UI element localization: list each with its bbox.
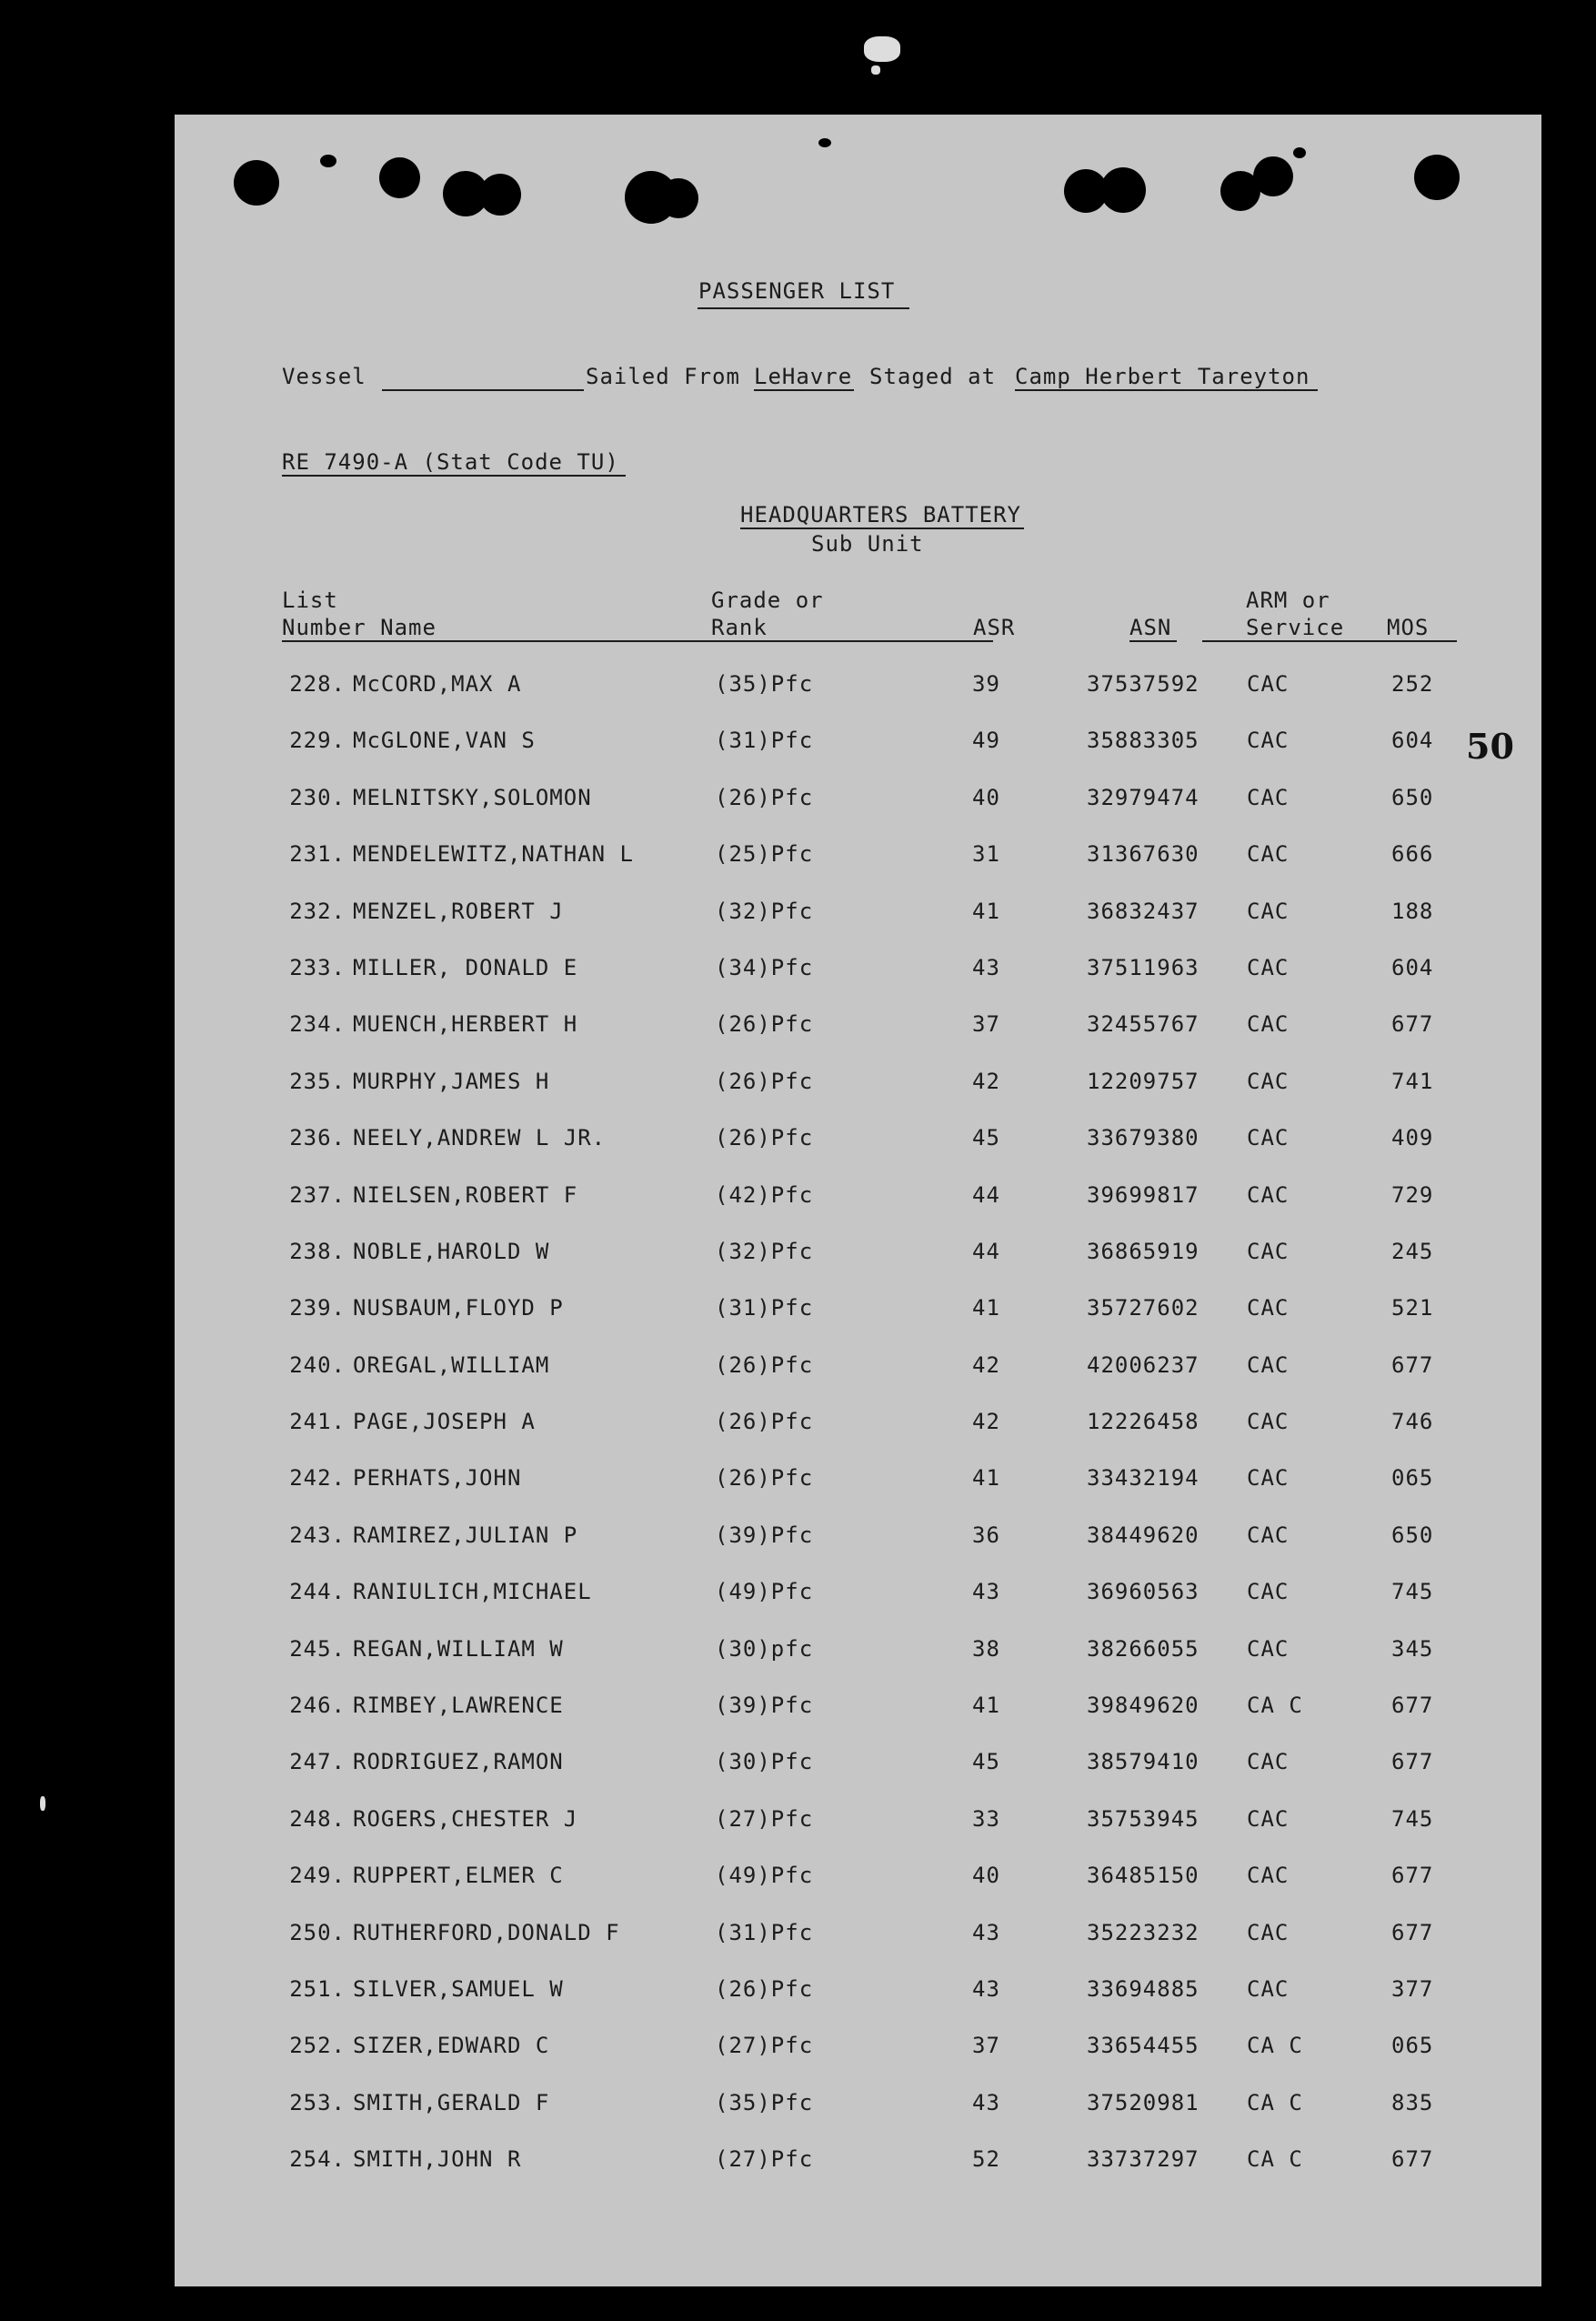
sailed-from-label: Sailed From — [586, 364, 740, 389]
punch-hole — [1293, 147, 1306, 158]
cell-name: RODRIGUEZ,RAMON — [353, 1749, 564, 1775]
cell-arm: CAC — [1247, 841, 1290, 868]
cell-asn: 38266055 — [1087, 1635, 1200, 1662]
cell-name: MUENCH,HERBERT H — [353, 1011, 578, 1038]
cell-grade: (31)Pfc — [715, 1919, 814, 1945]
cell-mos: 409 — [1391, 1125, 1434, 1151]
cell-num: 241. — [289, 1409, 346, 1435]
cell-grade: (26)Pfc — [715, 784, 814, 810]
cell-num: 254. — [289, 2146, 346, 2173]
cell-num: 235. — [289, 1068, 346, 1094]
cell-asn: 35883305 — [1087, 728, 1200, 754]
cell-asn: 36485150 — [1087, 1863, 1200, 1889]
cell-name: MELNITSKY,SOLOMON — [353, 784, 592, 810]
cell-asr: 41 — [972, 1465, 1000, 1492]
table-row — [175, 1579, 1541, 1635]
cell-arm: CAC — [1247, 1749, 1290, 1775]
cell-num: 252. — [289, 2033, 346, 2059]
sub-unit-label: Sub Unit — [811, 531, 924, 557]
cell-grade: (27)Pfc — [715, 1805, 814, 1832]
table-row — [175, 2090, 1541, 2146]
cell-num: 249. — [289, 1863, 346, 1889]
cell-grade: (26)Pfc — [715, 1351, 814, 1378]
cell-name: RANIULICH,MICHAEL — [353, 1579, 592, 1605]
cell-grade: (35)Pfc — [715, 671, 814, 697]
cell-arm: CAC — [1247, 1635, 1290, 1662]
vessel-blank-line — [382, 389, 584, 391]
table-row — [175, 1693, 1541, 1749]
cell-mos: 677 — [1391, 1693, 1434, 1719]
cell-mos: 345 — [1391, 1635, 1434, 1662]
cell-num: 233. — [289, 954, 346, 980]
cell-asn: 35727602 — [1087, 1295, 1200, 1321]
cell-grade: (26)Pfc — [715, 1125, 814, 1151]
cell-asn: 39849620 — [1087, 1693, 1200, 1719]
cell-mos: 188 — [1391, 898, 1434, 924]
table-row — [175, 1182, 1541, 1239]
cell-num: 243. — [289, 1522, 346, 1548]
cell-asr: 42 — [972, 1351, 1000, 1378]
cell-asr: 43 — [972, 1579, 1000, 1605]
cell-arm: CA C — [1247, 2146, 1303, 2173]
cell-num: 237. — [289, 1181, 346, 1208]
punch-hole — [479, 174, 521, 216]
cell-arm: CAC — [1247, 784, 1290, 810]
staged-at-label: Staged at — [869, 364, 997, 389]
cell-asr: 41 — [972, 1693, 1000, 1719]
cell-mos: 650 — [1391, 1522, 1434, 1548]
cell-mos: 677 — [1391, 1863, 1434, 1889]
table-row — [175, 2146, 1541, 2203]
cell-arm: CAC — [1247, 1125, 1290, 1151]
punch-hole — [320, 155, 336, 167]
cell-arm: CAC — [1247, 1295, 1290, 1321]
cell-mos: 604 — [1391, 954, 1434, 980]
cell-grade: (26)Pfc — [715, 1068, 814, 1094]
table-row — [175, 1239, 1541, 1295]
title-underline — [698, 307, 909, 309]
document-page — [175, 115, 1541, 2286]
cell-mos: 677 — [1391, 2146, 1434, 2173]
cell-num: 242. — [289, 1465, 346, 1492]
table-row — [175, 1409, 1541, 1465]
cell-num: 229. — [289, 728, 346, 754]
cell-mos: 650 — [1391, 784, 1434, 810]
cell-num: 250. — [289, 1919, 346, 1945]
cell-arm: CAC — [1247, 1522, 1290, 1548]
cell-asr: 43 — [972, 954, 1000, 980]
cell-grade: (27)Pfc — [715, 2146, 814, 2173]
cell-name: SILVER,SAMUEL W — [353, 1975, 564, 2002]
cell-arm: CAC — [1247, 728, 1290, 754]
punch-hole — [1100, 167, 1146, 213]
table-row — [175, 899, 1541, 955]
cell-grade: (26)Pfc — [715, 1409, 814, 1435]
cell-name: PAGE,JOSEPH A — [353, 1409, 536, 1435]
cell-arm: CAC — [1247, 1011, 1290, 1038]
cell-arm: CAC — [1247, 1579, 1290, 1605]
cell-asr: 40 — [972, 784, 1000, 810]
table-row — [175, 1352, 1541, 1409]
table-row — [175, 1465, 1541, 1522]
cell-mos: 245 — [1391, 1238, 1434, 1264]
cell-num: 230. — [289, 784, 346, 810]
cell-name: McCORD,MAX A — [353, 671, 522, 697]
cell-arm: CAC — [1247, 1465, 1290, 1492]
cell-arm: CA C — [1247, 1693, 1303, 1719]
cell-asr: 49 — [972, 728, 1000, 754]
cell-grade: (32)Pfc — [715, 1238, 814, 1264]
table-row — [175, 1522, 1541, 1579]
scan-speck — [864, 36, 900, 62]
punch-hole — [234, 160, 279, 206]
cell-asr: 41 — [972, 898, 1000, 924]
punch-hole — [1253, 156, 1293, 196]
cell-asr: 41 — [972, 1295, 1000, 1321]
cell-asr: 42 — [972, 1409, 1000, 1435]
cell-arm: CAC — [1247, 1181, 1290, 1208]
cell-asn: 32979474 — [1087, 784, 1200, 810]
vessel-label: Vessel — [282, 364, 366, 389]
cell-arm: CA C — [1247, 2089, 1303, 2115]
cell-mos: 677 — [1391, 1351, 1434, 1378]
cell-num: 248. — [289, 1805, 346, 1832]
table-row — [175, 1636, 1541, 1693]
cell-grade: (30)pfc — [715, 1635, 814, 1662]
cell-grade: (42)Pfc — [715, 1181, 814, 1208]
cell-arm: CAC — [1247, 1805, 1290, 1832]
cell-asn: 35753945 — [1087, 1805, 1200, 1832]
cell-asr: 38 — [972, 1635, 1000, 1662]
cell-name: NOBLE,HAROLD W — [353, 1238, 550, 1264]
cell-arm: CAC — [1247, 1975, 1290, 2002]
table-row — [175, 2033, 1541, 2089]
cell-name: SMITH,GERALD F — [353, 2089, 550, 2115]
cell-name: MENZEL,ROBERT J — [353, 898, 564, 924]
cell-arm: CAC — [1247, 954, 1290, 980]
cell-name: OREGAL,WILLIAM — [353, 1351, 550, 1378]
unit-name-underline — [740, 528, 1024, 529]
cell-arm: CAC — [1247, 1238, 1290, 1264]
cell-num: 238. — [289, 1238, 346, 1264]
cell-arm: CAC — [1247, 898, 1290, 924]
cell-asn: 38449620 — [1087, 1522, 1200, 1548]
cell-asn: 33679380 — [1087, 1125, 1200, 1151]
cell-num: 236. — [289, 1125, 346, 1151]
cell-asr: 43 — [972, 2089, 1000, 2115]
cell-grade: (27)Pfc — [715, 2033, 814, 2059]
cell-grade: (26)Pfc — [715, 1975, 814, 2002]
cell-grade: (32)Pfc — [715, 898, 814, 924]
cell-asr: 37 — [972, 1011, 1000, 1038]
table-row — [175, 1806, 1541, 1863]
punch-hole — [818, 138, 831, 147]
cell-mos: 745 — [1391, 1579, 1434, 1605]
cell-asr: 31 — [972, 841, 1000, 868]
header-underline-arm — [1202, 640, 1457, 642]
cell-num: 232. — [289, 898, 346, 924]
cell-name: ROGERS,CHESTER J — [353, 1805, 578, 1832]
cell-grade: (25)Pfc — [715, 841, 814, 868]
cell-grade: (49)Pfc — [715, 1863, 814, 1889]
unit-code-underline — [282, 475, 626, 477]
cell-grade: (49)Pfc — [715, 1579, 814, 1605]
table-row — [175, 1920, 1541, 1976]
cell-asr: 40 — [972, 1863, 1000, 1889]
header-arm: ARM or — [1246, 588, 1330, 613]
cell-name: MILLER, DONALD E — [353, 954, 578, 980]
cell-mos: 746 — [1391, 1409, 1434, 1435]
cell-name: RUTHERFORD,DONALD F — [353, 1919, 620, 1945]
cell-name: SIZER,EDWARD C — [353, 2033, 550, 2059]
scan-speck — [40, 1796, 45, 1811]
header-underline-asn — [1129, 640, 1177, 642]
cell-mos: 065 — [1391, 2033, 1434, 2059]
unit-code: RE 7490-A (Stat Code TU) — [282, 449, 619, 475]
cell-mos: 377 — [1391, 1975, 1434, 2002]
cell-arm: CAC — [1247, 1409, 1290, 1435]
cell-asr: 52 — [972, 2146, 1000, 2173]
cell-num: 244. — [289, 1579, 346, 1605]
cell-asr: 37 — [972, 2033, 1000, 2059]
header-number-name: Number Name — [282, 615, 437, 640]
cell-arm: CAC — [1247, 1863, 1290, 1889]
cell-name: PERHATS,JOHN — [353, 1465, 522, 1492]
cell-asr: 44 — [972, 1181, 1000, 1208]
cell-name: MURPHY,JAMES H — [353, 1068, 550, 1094]
table-row — [175, 841, 1541, 898]
table-row — [175, 1863, 1541, 1919]
cell-num: 246. — [289, 1693, 346, 1719]
cell-name: SMITH,JOHN R — [353, 2146, 522, 2173]
cell-name: RAMIREZ,JULIAN P — [353, 1522, 578, 1548]
cell-grade: (35)Pfc — [715, 2089, 814, 2115]
cell-asn: 37511963 — [1087, 954, 1200, 980]
scan-speck — [871, 65, 880, 75]
cell-name: NIELSEN,ROBERT F — [353, 1181, 578, 1208]
sailed-from-value: LeHavre — [754, 364, 853, 389]
header-underline — [282, 640, 993, 642]
table-row — [175, 785, 1541, 841]
cell-asn: 42006237 — [1087, 1351, 1200, 1378]
cell-num: 253. — [289, 2089, 346, 2115]
cell-asr: 36 — [972, 1522, 1000, 1548]
cell-grade: (26)Pfc — [715, 1011, 814, 1038]
unit-name: HEADQUARTERS BATTERY — [740, 502, 1021, 528]
table-row — [175, 955, 1541, 1011]
cell-arm: CAC — [1247, 1351, 1290, 1378]
cell-mos: 741 — [1391, 1068, 1434, 1094]
cell-name: McGLONE,VAN S — [353, 728, 536, 754]
cell-asn: 33654455 — [1087, 2033, 1200, 2059]
header-mos: MOS — [1387, 615, 1430, 640]
header-asn: ASN — [1129, 615, 1172, 640]
table-row — [175, 1295, 1541, 1351]
cell-num: 240. — [289, 1351, 346, 1378]
cell-grade: (31)Pfc — [715, 728, 814, 754]
cell-asr: 42 — [972, 1068, 1000, 1094]
header-list: List — [282, 588, 338, 613]
cell-mos: 729 — [1391, 1181, 1434, 1208]
table-row — [175, 671, 1541, 728]
cell-asn: 36865919 — [1087, 1238, 1200, 1264]
cell-mos: 745 — [1391, 1805, 1434, 1832]
cell-name: REGAN,WILLIAM W — [353, 1635, 564, 1662]
staged-at-value: Camp Herbert Tareyton — [1015, 364, 1310, 389]
cell-grade: (34)Pfc — [715, 954, 814, 980]
cell-mos: 677 — [1391, 1749, 1434, 1775]
cell-num: 231. — [289, 841, 346, 868]
cell-asr: 43 — [972, 1919, 1000, 1945]
punch-hole — [1414, 155, 1460, 200]
header-asr: ASR — [973, 615, 1016, 640]
cell-asn: 38579410 — [1087, 1749, 1200, 1775]
table-row — [175, 1749, 1541, 1805]
header-service: Service — [1246, 615, 1345, 640]
cell-num: 251. — [289, 1975, 346, 2002]
cell-asn: 32455767 — [1087, 1011, 1200, 1038]
cell-arm: CAC — [1247, 1919, 1290, 1945]
table-row — [175, 728, 1541, 784]
cell-name: RIMBEY,LAWRENCE — [353, 1693, 564, 1719]
cell-asn: 35223232 — [1087, 1919, 1200, 1945]
punch-hole — [379, 157, 420, 198]
table-row — [175, 1011, 1541, 1068]
cell-asr: 45 — [972, 1749, 1000, 1775]
cell-asn: 31367630 — [1087, 841, 1200, 868]
passenger-table — [175, 671, 1541, 2204]
cell-name: NEELY,ANDREW L JR. — [353, 1125, 607, 1151]
cell-arm: CA C — [1247, 2033, 1303, 2059]
cell-asn: 39699817 — [1087, 1181, 1200, 1208]
cell-grade: (39)Pfc — [715, 1522, 814, 1548]
cell-mos: 065 — [1391, 1465, 1434, 1492]
header-rank: Rank — [711, 615, 768, 640]
cell-mos: 521 — [1391, 1295, 1434, 1321]
cell-num: 245. — [289, 1635, 346, 1662]
cell-name: RUPPERT,ELMER C — [353, 1863, 564, 1889]
table-row — [175, 1976, 1541, 2033]
document-title: PASSENGER LIST — [698, 278, 896, 304]
cell-name: MENDELEWITZ,NATHAN L — [353, 841, 634, 868]
cell-mos: 252 — [1391, 671, 1434, 697]
table-row — [175, 1069, 1541, 1125]
cell-asr: 44 — [972, 1238, 1000, 1264]
cell-grade: (31)Pfc — [715, 1295, 814, 1321]
cell-mos: 835 — [1391, 2089, 1434, 2115]
cell-asr: 33 — [972, 1805, 1000, 1832]
cell-asn: 37520981 — [1087, 2089, 1200, 2115]
cell-grade: (26)Pfc — [715, 1465, 814, 1492]
sailed-from-underline — [754, 389, 854, 391]
cell-asn: 33737297 — [1087, 2146, 1200, 2173]
header-grade: Grade or — [711, 588, 824, 613]
cell-num: 234. — [289, 1011, 346, 1038]
cell-mos: 677 — [1391, 1919, 1434, 1945]
cell-grade: (39)Pfc — [715, 1693, 814, 1719]
cell-mos: 666 — [1391, 841, 1434, 868]
staged-at-underline — [1015, 389, 1318, 391]
cell-name: NUSBAUM,FLOYD P — [353, 1295, 564, 1321]
cell-num: 247. — [289, 1749, 346, 1775]
cell-asn: 33694885 — [1087, 1975, 1200, 2002]
punch-hole — [658, 178, 698, 218]
cell-mos: 604 — [1391, 728, 1434, 754]
cell-asn: 37537592 — [1087, 671, 1200, 697]
cell-mos: 677 — [1391, 1011, 1434, 1038]
cell-asr: 43 — [972, 1975, 1000, 2002]
cell-num: 228. — [289, 671, 346, 697]
cell-asn: 12226458 — [1087, 1409, 1200, 1435]
cell-grade: (30)Pfc — [715, 1749, 814, 1775]
cell-arm: CAC — [1247, 1068, 1290, 1094]
cell-asr: 39 — [972, 671, 1000, 697]
cell-asn: 33432194 — [1087, 1465, 1200, 1492]
cell-num: 239. — [289, 1295, 346, 1321]
cell-asn: 36960563 — [1087, 1579, 1200, 1605]
cell-asr: 45 — [972, 1125, 1000, 1151]
cell-asn: 36832437 — [1087, 898, 1200, 924]
cell-arm: CAC — [1247, 671, 1290, 697]
page-number: 50 — [1466, 726, 1514, 767]
cell-asn: 12209757 — [1087, 1068, 1200, 1094]
table-row — [175, 1125, 1541, 1181]
